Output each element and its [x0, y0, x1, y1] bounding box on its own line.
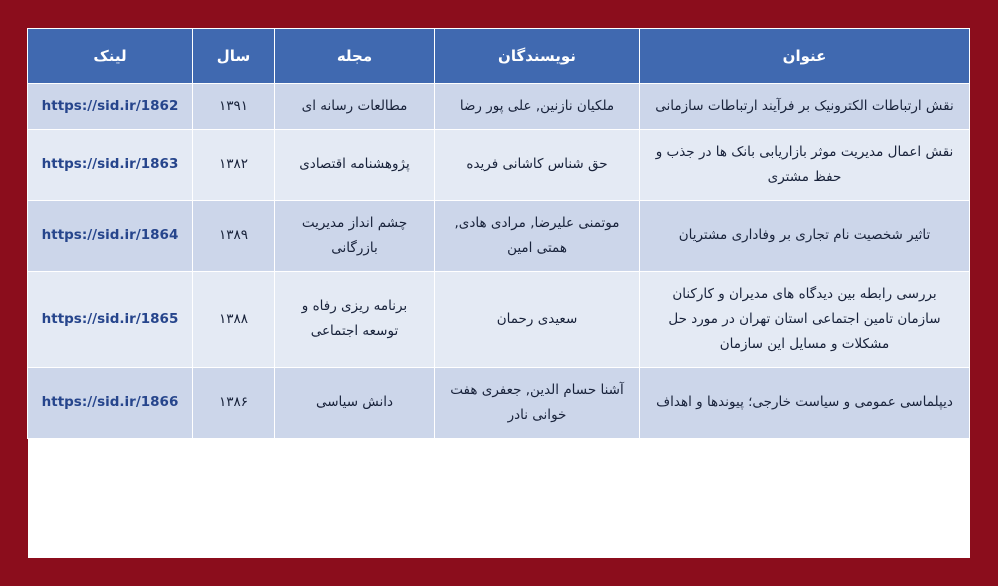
column-header-title: عنوان: [640, 29, 970, 84]
table-header-row: [28, 29, 970, 84]
cell-link[interactable]: [28, 129, 193, 200]
cell-authors: ملکیان نازنین, علی پور رضا: [435, 84, 640, 130]
cell-link[interactable]: [28, 271, 193, 367]
cell-journal: دانش سیاسی: [275, 367, 435, 438]
cell-link[interactable]: [28, 367, 193, 438]
cell-journal: پژوهشنامه اقتصادی: [275, 129, 435, 200]
cell-authors: حق شناس کاشانی فریده: [435, 129, 640, 200]
table-row: [28, 367, 970, 438]
article-link[interactable]: https://sid.ir/1862: [41, 98, 179, 114]
cell-title: نقش ارتباطات الکترونیک بر فرآیند ارتباطات سازمانی: [640, 84, 970, 130]
cell-year: ۱۳۸۸: [193, 271, 275, 367]
table-row: [28, 129, 970, 200]
cell-authors: آشنا حسام الدین, جعفری هفت خوانی نادر: [435, 367, 640, 438]
cell-year: ۱۳۸۲: [193, 129, 275, 200]
cell-year: ۱۳۹۱: [193, 84, 275, 130]
article-link[interactable]: https://sid.ir/1863: [41, 156, 179, 173]
column-header-year: سال: [193, 29, 275, 84]
cell-title: بررسی رابطه بین دیدگاه های مدیران و کارکنان سازمان تامین اجتماعی استان تهران در مورد حل مشکلات و مسایل این سازمان: [640, 271, 970, 367]
column-header-journal: مجله: [275, 29, 435, 84]
table-row: [28, 84, 970, 130]
article-link[interactable]: https://sid.ir/1866: [41, 394, 179, 411]
article-link[interactable]: https://sid.ir/1864: [41, 227, 179, 244]
cell-journal: چشم انداز مدیریت بازرگانی: [275, 200, 435, 271]
cell-year: ۱۳۸۹: [193, 200, 275, 271]
cell-title: دیپلماسی عمومی و سیاست خارجی؛ پیوندها و اهداف: [640, 367, 970, 438]
articles-table: [27, 28, 970, 439]
column-header-authors: نویسندگان: [435, 29, 640, 84]
cell-year: ۱۳۸۶: [193, 367, 275, 438]
cell-authors: موتمنی علیرضا, مرادی هادی, همتی امین: [435, 200, 640, 271]
document-page: [28, 28, 970, 558]
cell-link[interactable]: [28, 200, 193, 271]
table-row: [28, 271, 970, 367]
table-body: [28, 84, 970, 439]
table-header: [28, 29, 970, 84]
column-header-link: لینک: [28, 29, 193, 84]
cell-link[interactable]: [28, 84, 193, 130]
table-row: [28, 200, 970, 271]
cell-authors: سعیدی رحمان: [435, 271, 640, 367]
cell-journal: برنامه ریزی رفاه و توسعه اجتماعی: [275, 271, 435, 367]
cell-title: تاثیر شخصیت نام تجاری بر وفاداری مشتریان: [640, 200, 970, 271]
cell-journal: مطالعات رسانه ای: [275, 84, 435, 130]
article-link[interactable]: https://sid.ir/1865: [41, 310, 179, 327]
cell-title: نقش اعمال مدیریت موثر بازاریابی بانک ها در جذب و حفظ مشتری: [640, 129, 970, 200]
